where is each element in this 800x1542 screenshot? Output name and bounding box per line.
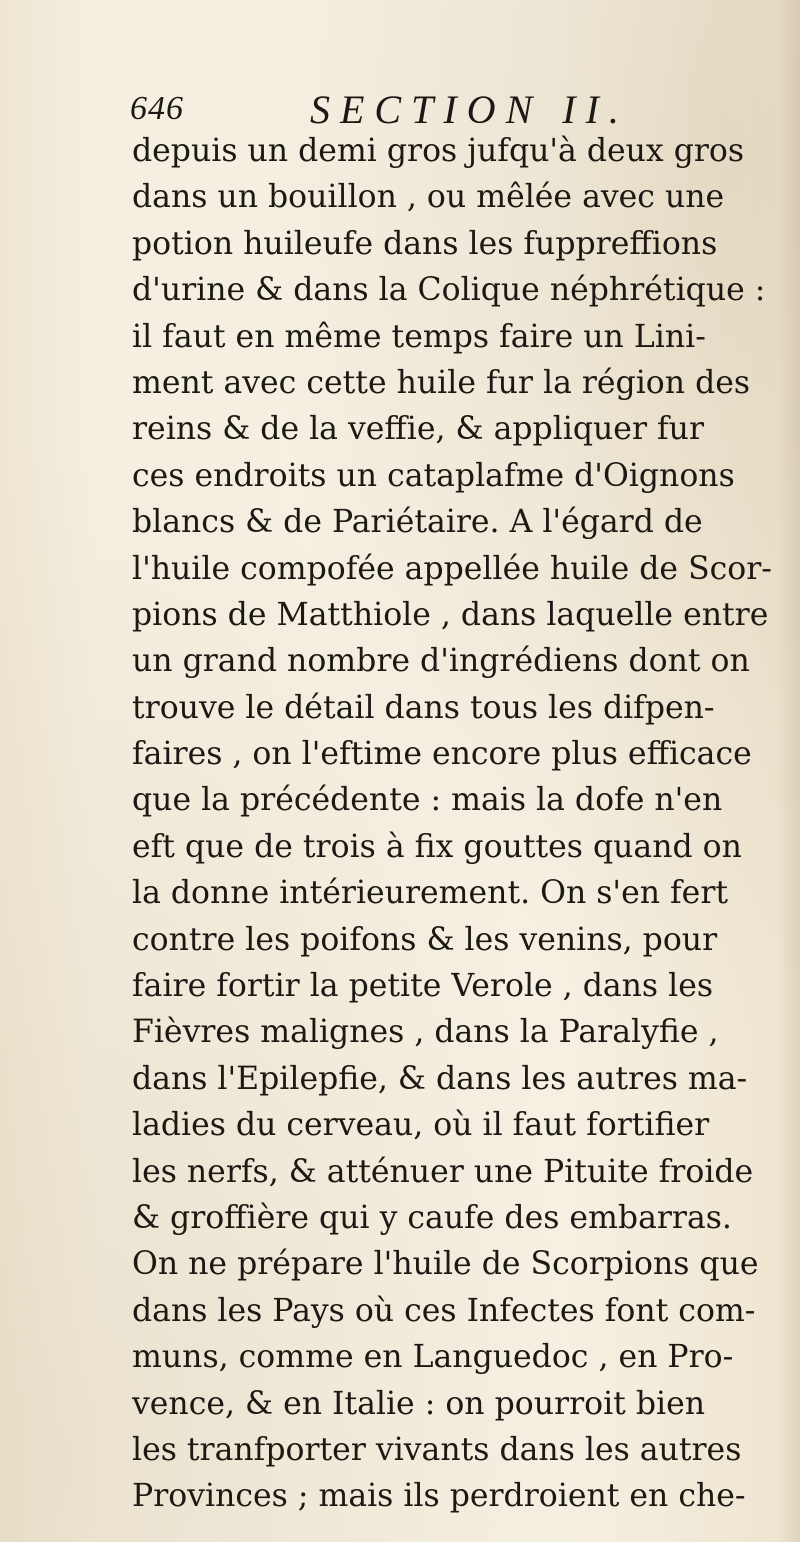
text-line: & groffière qui y caufe des embarras. (132, 1199, 732, 1236)
text-line: les tranfporter vivants dans les autres (132, 1431, 742, 1468)
page-edge-shadow (778, 0, 800, 1542)
text-line: muns, comme en Languedoc , en Pro- (132, 1339, 734, 1376)
text-line: il faut en même temps faire un Lini- (132, 318, 706, 355)
text-line: trouve le détail dans tous les difpen- (132, 689, 715, 726)
text-line: dans les Pays où ces Infectes font com- (132, 1292, 756, 1329)
running-head: SECTION II. (310, 87, 629, 132)
text-line: ces endroits un cataplafme d'Oignons (132, 457, 735, 494)
text-line: un grand nombre d'ingrédiens dont on (132, 643, 750, 680)
text-line: dans l'Epilepfie, & dans les autres ma- (132, 1060, 748, 1097)
text-line: faires , on l'eftime encore plus efficace (132, 736, 752, 773)
text-line: ladies du cerveau, où il faut fortifier (132, 1107, 710, 1144)
text-line: l'huile compofée appellée huile de Scor- (132, 550, 772, 587)
text-line: potion huileufe dans les fuppreffions (132, 225, 718, 262)
text-line: d'urine & dans la Colique néphrétique : (132, 272, 766, 309)
text-line: blancs & de Pariétaire. A l'égard de (132, 504, 703, 541)
text-line: vence, & en Italie : on pourroit bien (132, 1385, 706, 1422)
text-line: la donne intérieurement. On s'en fert (132, 875, 729, 912)
text-line: Fièvres malignes , dans la Paralyfie , (132, 1014, 719, 1051)
text-line: pions de Matthiole , dans laquelle entre (132, 596, 769, 633)
text-line: dans un bouillon , ou mêlée avec une (132, 179, 725, 216)
text-line: que la précédente : mais la dofe n'en (132, 782, 723, 819)
text-line: depuis un demi gros jufqu'à deux gros (132, 133, 745, 169)
text-line: On ne prépare l'huile de Scorpions que (132, 1246, 759, 1283)
text-line: faire fortir la petite Verole , dans les (132, 968, 713, 1005)
text-line: les nerfs, & atténuer une Pituite froide (132, 1153, 754, 1190)
text-line: contre les poifons & les venins, pour (132, 921, 718, 958)
text-line: ment avec cette huile fur la région des (132, 364, 751, 401)
body-text (132, 128, 772, 1520)
text-line: eft que de trois à fix gouttes quand on (132, 828, 742, 865)
page-number: 646 (130, 90, 184, 127)
text-line: Provinces ; mais ils perdroient en che- (132, 1478, 746, 1515)
text-line: reins & de la veffie, & appliquer fur (132, 411, 705, 448)
